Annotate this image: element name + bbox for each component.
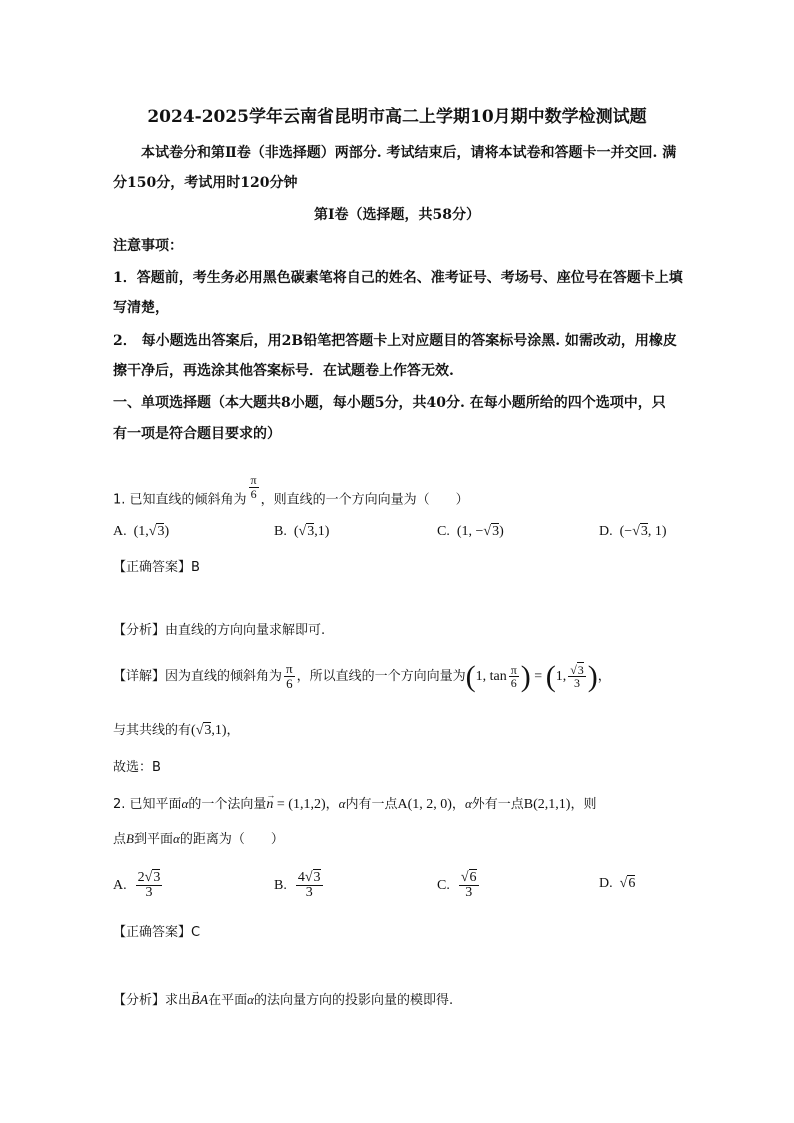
detail-mid: ，所以直线的一个方向向量为: [296, 669, 466, 684]
q1-opt-d-root: 3: [640, 524, 648, 539]
option-letter: A.: [113, 878, 127, 893]
option-letter: D.: [599, 524, 613, 539]
q1-opt-b-pre: (: [293, 524, 299, 539]
answer-value: B: [191, 560, 200, 575]
q2-stem-line-1: [113, 794, 596, 815]
notice-2-line-2: 擦干净后，再选涂其他答案标号．在试题卷上作答无效.: [113, 363, 454, 379]
answer-label: 【正确答案】: [113, 925, 192, 940]
analysis-mid: 在平面: [208, 993, 248, 1008]
normal-vector: → n: [266, 795, 273, 815]
notice-heading: 注意事项：: [113, 238, 183, 254]
detail-angle-num: π: [286, 661, 293, 677]
q2-option-b[interactable]: B. $\frac{4√3}{3}$: [274, 869, 321, 901]
detail-pre: 因为直线的倾斜角为: [165, 669, 283, 684]
q2-stem-b: 的一个法向量: [188, 797, 267, 812]
detail-tan-num: π: [510, 662, 517, 677]
q2-a-den: 3: [145, 885, 153, 901]
detail-eq: =: [534, 669, 543, 684]
alpha-symbol: α: [247, 992, 254, 1007]
q1-opt-b-root: 3: [307, 524, 315, 539]
analysis-pre: 求出: [165, 993, 192, 1008]
alpha-symbol: α: [464, 796, 472, 811]
alpha-symbol: α: [172, 831, 180, 846]
q2-c-root: 6: [469, 869, 477, 885]
q1-option-c[interactable]: C. (1, −√3): [437, 524, 504, 539]
q1-opt-d-pre: (−: [619, 524, 633, 539]
analysis-post: 的法向量方向的投影向量的模即得.: [253, 993, 454, 1008]
detail-tan: 1, tan: [475, 669, 507, 684]
q2-a-root: 3: [153, 869, 161, 885]
q1-opt-a-root: 3: [157, 524, 165, 539]
detail-den: 3: [574, 676, 580, 691]
q1-stem-post: ，则直线的一个方向向量为（ ）: [260, 492, 469, 508]
section-heading: 第Ⅰ卷（选择题，共58分）: [313, 207, 481, 223]
option-letter: A.: [113, 524, 127, 539]
option-letter: D.: [599, 876, 613, 891]
q1-opt-c-end: ): [499, 524, 504, 539]
q1-opt-a-end: ): [164, 524, 170, 539]
notice-1-line-1: 1．答题前，考生务必用黑色碳素笔将自己的姓名、准考证号、考场号、座位号在答题卡上填: [113, 270, 683, 286]
analysis-text: 由直线的方向向量求解即可.: [165, 623, 326, 638]
q1-choose: 故选：B: [113, 760, 161, 775]
q2-stem-e: ，: [451, 797, 465, 812]
q2-answer: [113, 923, 200, 943]
detail-angle-den: 6: [286, 676, 293, 691]
page-title: 2024-2025学年云南省昆明市高二上学期10月期中数学检测试题: [147, 107, 647, 127]
q2-b-root: 3: [313, 869, 321, 885]
answer-value: C: [191, 925, 201, 940]
q1-stem-pre: 1. 已知直线的倾斜角为: [113, 492, 247, 508]
q1-stem: [113, 474, 469, 519]
q2-stem2-a: 点: [113, 832, 127, 847]
notice-1-line-2: 写清楚，: [113, 300, 169, 316]
q1-opt-d-end: , 1): [647, 524, 667, 539]
analysis-label: 【分析】: [113, 993, 166, 1008]
point-b-label: B: [126, 831, 134, 846]
option-letter: C.: [437, 524, 450, 539]
q2-stem-d: 内有一点: [345, 797, 398, 812]
detail-label: 【详解】: [113, 669, 166, 684]
vector-ba: → BA: [191, 991, 208, 1011]
collinear-vec-end: ,1): [211, 723, 227, 738]
detail-end: ，: [597, 669, 611, 684]
q2-analysis: [113, 990, 453, 1011]
option-letter: B.: [274, 524, 287, 539]
q1-angle-num: π: [250, 473, 257, 487]
intro-line-1: 本试卷分和第Ⅱ卷（非选择题）两部分. 考试结束后，请将本试卷和答题卡一并交回. 满: [141, 145, 677, 161]
intro-line-2: 分150分，考试用时120分钟: [113, 175, 298, 191]
q1-option-a[interactable]: A. (1,√3): [113, 524, 170, 539]
q2-c-den: 3: [465, 885, 473, 901]
q1-collinear: 与其共线的有(√3,1)，: [113, 723, 240, 738]
q1-answer: [113, 558, 200, 578]
q2-stem-f: 外有一点: [471, 797, 524, 812]
collinear-end: ，: [226, 723, 240, 738]
q1-opt-c-pre: (1, −: [456, 524, 484, 539]
collinear-pre: 与其共线的有: [113, 723, 192, 738]
part-heading-line-2: 有一项是符合题目要求的）: [113, 426, 281, 442]
answer-label: 【正确答案】: [113, 560, 192, 575]
part-heading-line-1: 一、单项选择题（本大题共8小题，每小题5分，共40分. 在每小题所给的四个选项中，只: [113, 395, 666, 411]
analysis-label: 【分析】: [113, 623, 166, 638]
q1-opt-b-end: ,1): [314, 524, 330, 539]
q2-option-c[interactable]: C. $\frac{√6}{3}$: [437, 869, 477, 901]
notice-2-line-1: 2． 每小题选出答案后，用2B铅笔把答题卡上对应题目的答案标号涂黑. 如需改动，用橡皮: [113, 333, 677, 349]
normal-value: = (1,1,2): [276, 797, 326, 812]
q2-d-root: 6: [628, 876, 636, 891]
detail-angle-fraction: [284, 662, 295, 690]
q1-option-d[interactable]: D. (−√3, 1): [599, 524, 667, 539]
q2-stem2-c: 的距离为（ ）: [179, 832, 284, 847]
alpha-symbol: α: [338, 796, 346, 811]
q1-opt-a-pre: (1,: [133, 524, 149, 539]
q1-angle-fraction: [249, 474, 259, 500]
detail-vector-expr: (1, tan $\frac{\pi}{6}$ ) = (1, $\frac{√3}{3}$ ): [465, 659, 598, 693]
q1-detail: [113, 655, 611, 699]
option-letter: C.: [437, 878, 450, 893]
q2-stem-a: 2. 已知平面: [113, 797, 182, 812]
q2-stem-c: ，: [325, 797, 339, 812]
q1-opt-c-root: 3: [492, 524, 500, 539]
alpha-symbol: α: [181, 796, 189, 811]
q2-stem-g: ，则: [570, 797, 597, 812]
collinear-root: 3: [204, 723, 212, 738]
q2-option-d[interactable]: D. √6: [599, 876, 636, 891]
q2-b-den: 3: [305, 885, 313, 901]
q1-option-b[interactable]: B. (√3,1): [274, 524, 330, 539]
point-a: A(1, 2, 0): [397, 797, 452, 812]
q1-angle-den: 6: [250, 486, 257, 501]
option-letter: B.: [274, 878, 287, 893]
q2-option-a[interactable]: A. $\frac{2√3}{3}$: [113, 869, 161, 901]
detail-tan-den: 6: [510, 676, 517, 691]
collinear-vec-pre: (: [191, 723, 196, 738]
q1-analysis: [113, 621, 325, 641]
q2-stem-line-2: [113, 829, 284, 850]
q2-a-coef: 2: [137, 869, 145, 885]
point-b: B(2,1,1): [523, 797, 571, 812]
detail-one: 1,: [555, 669, 567, 684]
detail-root: 3: [577, 662, 584, 677]
q2-stem2-b: 到平面: [133, 832, 173, 847]
q2-b-coef: 4: [297, 869, 305, 885]
